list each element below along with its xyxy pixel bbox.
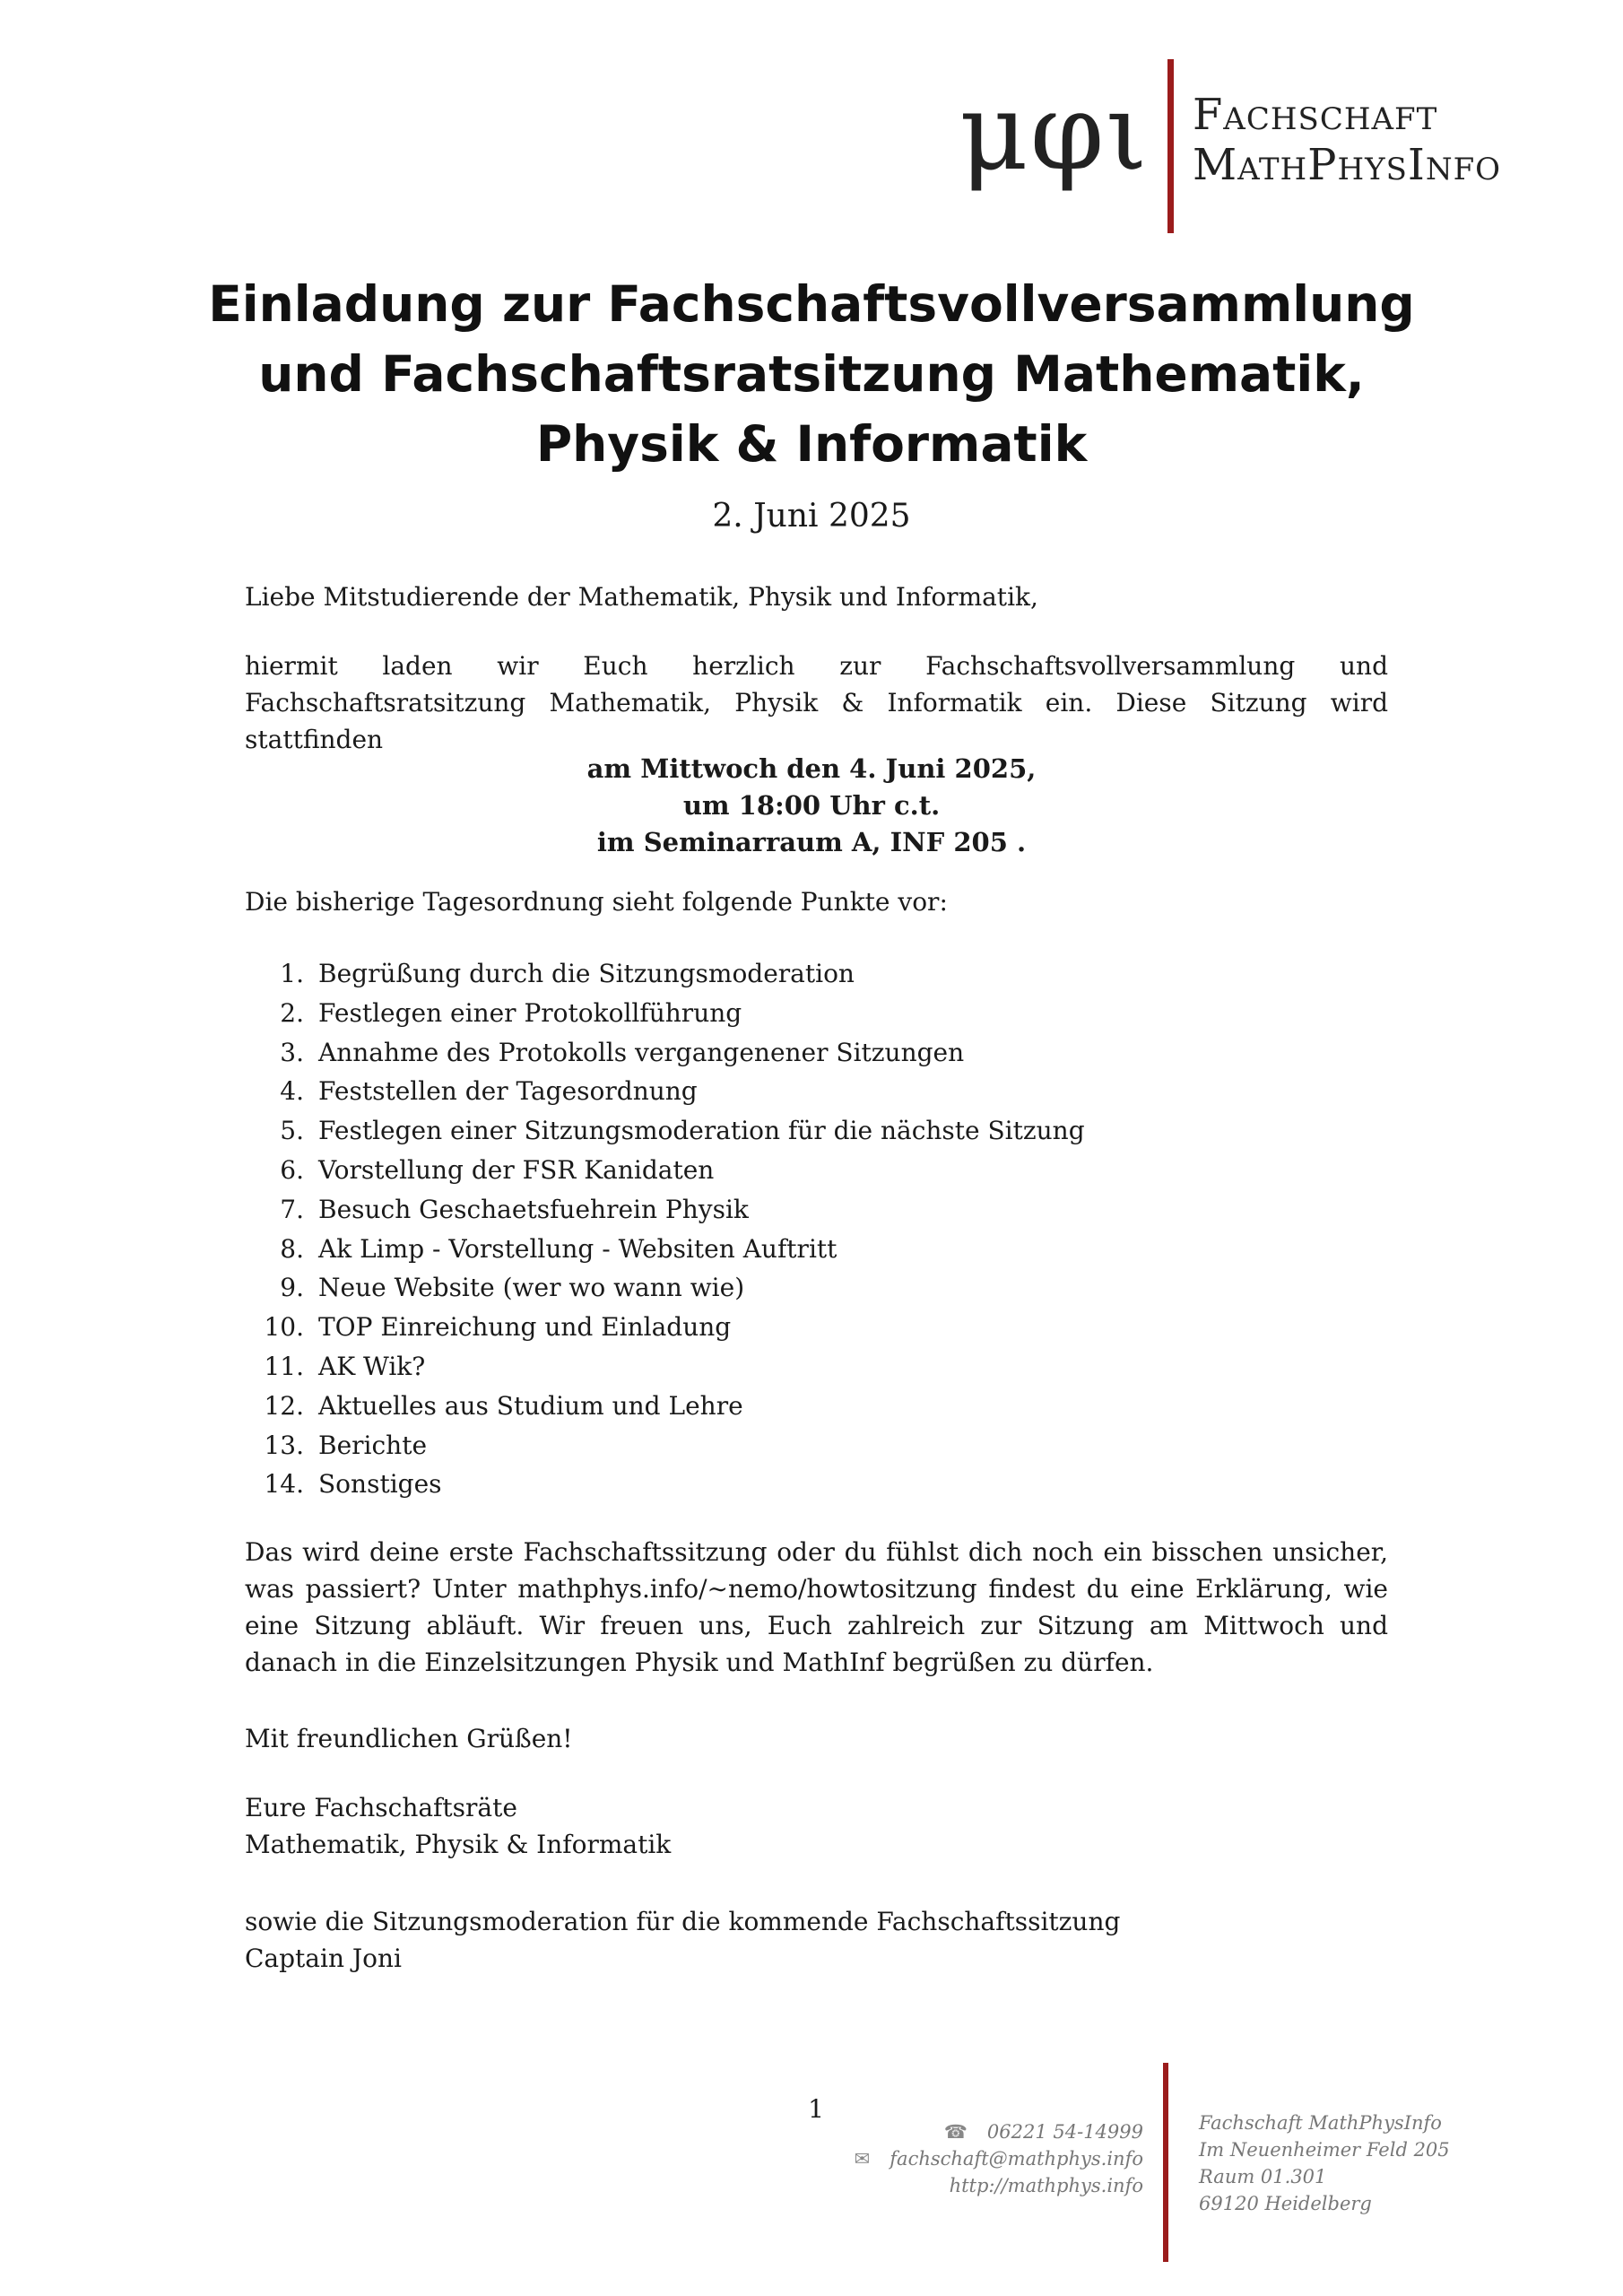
moderation-name: Captain Joni — [245, 1944, 402, 1973]
list-item — [245, 1230, 1085, 1269]
footer-address — [1199, 2109, 1450, 2217]
list-item — [245, 994, 1085, 1033]
item-text: Festlegen einer Sitzungsmoderation für die nächste Sitzung — [318, 1116, 1085, 1146]
logo-symbol: μφι — [959, 70, 1150, 194]
agenda-intro: Die bisherige Tagesordnung sieht folgende Punkte vor: — [245, 887, 948, 917]
footer-contact — [855, 2118, 1143, 2199]
item-text: Neue Website (wer wo wann wie) — [318, 1273, 745, 1303]
envelope-icon: ✉ — [854, 2148, 871, 2170]
logo — [959, 56, 1605, 235]
item-number: 6. — [280, 1154, 304, 1185]
regards: Mit freundlichen Grüßen! — [245, 1724, 573, 1753]
intro-paragraph: hiermit laden wir Euch herzlich zur Fachschaftsvollversammlung und Fachschaftsratsitzung Mathematik, Physik & Informatik ein. Diese Sitzung wird stattfinden — [245, 651, 1388, 754]
item-text: Besuch Geschaetsfuehrein Physik — [318, 1194, 749, 1224]
item-number: 8. — [280, 1233, 304, 1264]
item-text: Sonstiges — [318, 1469, 442, 1500]
address-line: Fachschaft MathPhysInfo — [1199, 2112, 1442, 2134]
list-item — [245, 1347, 1085, 1387]
footer-web[interactable]: http://mathphys.info — [949, 2175, 1143, 2196]
footer-phone-row — [855, 2118, 1143, 2145]
item-number: 7. — [280, 1194, 304, 1224]
list-item — [245, 1465, 1085, 1504]
item-number: 1. — [280, 959, 304, 988]
item-number: 14. — [264, 1469, 304, 1500]
logo-wordmark — [1193, 90, 1501, 190]
item-number: 12. — [264, 1390, 304, 1421]
agenda-list — [245, 954, 1085, 1504]
item-number: 2. — [280, 997, 304, 1028]
item-text: TOP Einreichung und Einladung — [318, 1312, 732, 1343]
footer-divider — [1163, 2063, 1168, 2262]
meeting-date: am Mittwoch den 4. Juni 2025, — [586, 753, 1037, 784]
item-text: Annahme des Protokolls vergangenener Sitzungen — [318, 1037, 965, 1067]
list-item — [245, 1072, 1085, 1111]
item-text: Vorstellung der FSR Kanidaten — [318, 1154, 715, 1185]
list-item — [245, 1387, 1085, 1426]
list-item — [245, 1111, 1085, 1151]
item-number: 5. — [280, 1116, 304, 1146]
list-item — [245, 1308, 1085, 1347]
title-line-1: Einladung zur Fachschaftsvollversammlung — [208, 275, 1415, 333]
list-item — [245, 1268, 1085, 1308]
meeting-details — [0, 751, 1623, 861]
title-line-3: Physik & Informatik — [535, 415, 1088, 473]
logo-line-2: MathPhysInfo — [1193, 140, 1502, 190]
logo-line-1: Fachschaft — [1193, 90, 1438, 140]
address-line: Raum 01.301 — [1199, 2166, 1327, 2187]
footer-phone: 06221 54-14999 — [986, 2121, 1143, 2143]
item-text: Berichte — [318, 1430, 428, 1460]
item-text: Festlegen einer Protokollführung — [318, 997, 742, 1028]
footer-email-row — [855, 2145, 1143, 2172]
item-text: Begrüßung durch die Sitzungsmoderation — [318, 959, 855, 988]
page-number: 1 — [808, 2094, 824, 2124]
address-line: Im Neuenheimer Feld 205 — [1199, 2139, 1450, 2161]
list-item — [245, 1033, 1085, 1073]
list-item — [245, 1190, 1085, 1230]
item-text: AK Wik? — [318, 1351, 426, 1381]
item-text: Ak Limp - Vorstellung - Websiten Auftritt — [318, 1233, 838, 1264]
phone-icon: ☎ — [943, 2121, 968, 2143]
greeting: Liebe Mitstudierende der Mathematik, Physik und Informatik, — [245, 582, 1038, 612]
item-number: 3. — [280, 1037, 304, 1067]
item-text: Aktuelles aus Studium und Lehre — [318, 1390, 743, 1421]
list-item — [245, 1151, 1085, 1190]
title-line-2: und Fachschaftsratsitzung Mathematik, — [258, 345, 1365, 403]
item-number: 13. — [264, 1430, 304, 1460]
list-item — [245, 954, 1085, 994]
document-date: 2. Juni 2025 — [712, 498, 911, 535]
signature-line-1: Eure Fachschaftsräte — [245, 1793, 517, 1822]
meeting-time: um 18:00 Uhr c.t. — [682, 790, 941, 821]
logo-divider — [1167, 59, 1174, 233]
document-title — [143, 269, 1480, 479]
item-number: 10. — [264, 1312, 304, 1343]
moderation-line-1: sowie die Sitzungsmoderation für die kommende Fachschaftssitzung — [245, 1907, 1121, 1936]
item-number: 4. — [280, 1076, 304, 1107]
closing-paragraph: Das wird deine erste Fachschaftssitzung oder du fühlst dich noch ein bisschen unsicher, was passiert? Unter mathphys.info/∼nemo/howtositzung findest du eine Erklärung, wie eine Sitzung abläuft. Wir freuen uns, Euch zahlreich zur Sitzung am Mittwoch und danach in die Einzelsitzungen Physik und MathInf begrüßen zu dürfen. — [245, 1537, 1388, 1677]
footer-web-row — [855, 2172, 1143, 2199]
item-number: 9. — [280, 1273, 304, 1303]
list-item — [245, 1426, 1085, 1465]
meeting-location: im Seminarraum A, INF 205 . — [596, 827, 1027, 857]
footer-email[interactable]: fachschaft@mathphys.info — [890, 2148, 1143, 2170]
address-line: 69120 Heidelberg — [1199, 2193, 1372, 2214]
signature-line-2: Mathematik, Physik & Informatik — [245, 1830, 672, 1859]
item-number: 11. — [264, 1351, 304, 1381]
item-text: Feststellen der Tagesordnung — [318, 1076, 698, 1107]
